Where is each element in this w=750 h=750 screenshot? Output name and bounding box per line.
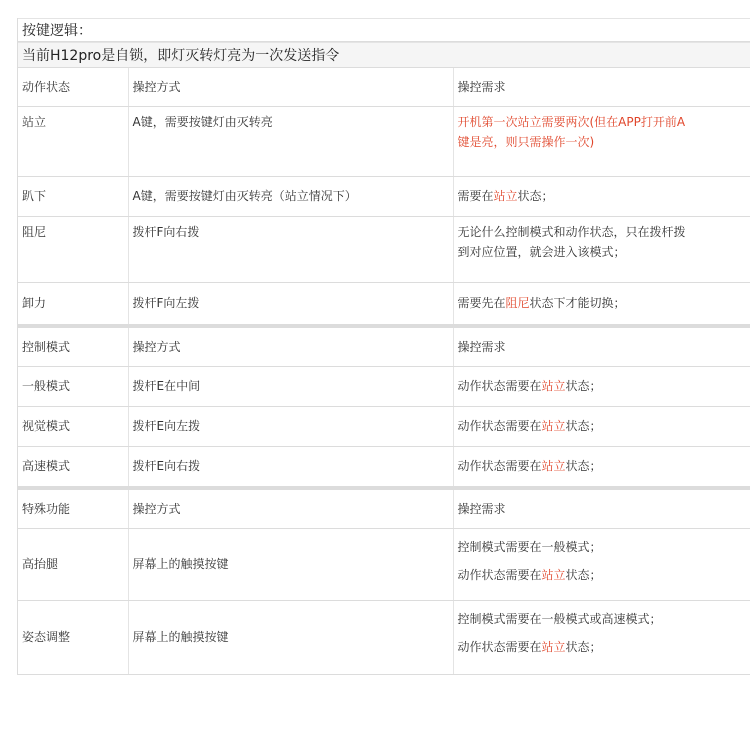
section-header-row bbox=[18, 326, 750, 366]
row-requirement bbox=[453, 106, 750, 176]
row-name: 卸力 bbox=[18, 282, 128, 324]
row-requirement bbox=[453, 282, 750, 324]
row-requirement bbox=[453, 600, 750, 674]
document-sheet bbox=[17, 18, 750, 675]
requirement-highlight: 站立 bbox=[541, 379, 566, 393]
section-header-row bbox=[18, 68, 750, 106]
header-cell: 操控需求 bbox=[453, 326, 750, 366]
row-name: 一般模式 bbox=[18, 366, 128, 406]
requirement-suffix: 状态下才能切换； bbox=[529, 296, 626, 310]
row-method: A键，需要按键灯由灭转亮 bbox=[128, 106, 453, 176]
requirement-highlight: 站立 bbox=[541, 639, 566, 654]
doc-subtitle: 当前H12pro是自锁，即灯灭转灯亮为一次发送指令 bbox=[18, 42, 750, 68]
requirement-suffix: 状态； bbox=[565, 459, 602, 473]
requirement-prefix: 需要在 bbox=[457, 189, 494, 203]
header-cell: 操控方式 bbox=[128, 488, 453, 528]
requirement-line bbox=[458, 637, 750, 657]
requirement-line: 控制模式需要在一般模式； bbox=[457, 539, 602, 554]
logic-table bbox=[18, 68, 750, 675]
row-requirement bbox=[453, 176, 750, 216]
row-name: 站立 bbox=[18, 106, 128, 176]
header-cell: 操控方式 bbox=[128, 68, 453, 106]
header-cell: 控制模式 bbox=[18, 326, 128, 366]
table-row bbox=[18, 528, 750, 600]
requirement-prefix: 动作状态需要在 bbox=[457, 639, 542, 654]
row-method: 屏幕上的触摸按键 bbox=[128, 600, 453, 674]
requirement-suffix: 状态； bbox=[565, 567, 602, 582]
table-row bbox=[18, 216, 750, 282]
requirement-highlight: 站立 bbox=[541, 459, 566, 473]
requirement-highlight: 阻尼 bbox=[505, 296, 530, 310]
row-name: 阻尼 bbox=[18, 216, 128, 282]
row-name: 高速模式 bbox=[18, 446, 128, 486]
header-cell: 动作状态 bbox=[18, 68, 128, 106]
requirement-suffix: 状态； bbox=[517, 189, 554, 203]
row-name: 高抬腿 bbox=[18, 528, 128, 600]
requirement-line: 无论什么控制模式和动作状态，只在拨杆拨 bbox=[457, 224, 686, 239]
requirement-line: 到对应位置，就会进入该模式； bbox=[457, 244, 626, 259]
row-method: A键，需要按键灯由灭转亮（站立情况下） bbox=[128, 176, 453, 216]
requirement-prefix: 动作状态需要在 bbox=[457, 567, 542, 582]
row-method: 拨杆E向左拨 bbox=[128, 406, 453, 446]
header-cell: 操控方式 bbox=[128, 326, 453, 366]
table-row bbox=[18, 446, 750, 486]
row-method: 拨杆E向右拨 bbox=[128, 446, 453, 486]
table-row bbox=[18, 282, 750, 324]
requirement-suffix: 状态； bbox=[565, 419, 602, 433]
row-method: 屏幕上的触摸按键 bbox=[128, 528, 453, 600]
requirement-highlight: 站立 bbox=[493, 189, 518, 203]
table-row bbox=[18, 366, 750, 406]
row-requirement bbox=[453, 216, 750, 282]
table-row bbox=[18, 406, 750, 446]
row-name: 趴下 bbox=[18, 176, 128, 216]
header-cell: 操控需求 bbox=[453, 488, 750, 528]
requirement-suffix: 状态； bbox=[565, 379, 602, 393]
requirement-line bbox=[458, 565, 750, 585]
header-cell: 特殊功能 bbox=[18, 488, 128, 528]
header-cell: 操控需求 bbox=[453, 68, 750, 106]
doc-title: 按键逻辑： bbox=[18, 18, 750, 42]
requirement-line: 键是亮，则只需操作一次) bbox=[457, 134, 595, 149]
requirement-line: 开机第一次站立需要两次(但在APP打开前A bbox=[457, 114, 686, 129]
requirement-suffix: 状态； bbox=[565, 639, 602, 654]
requirement-highlight: 站立 bbox=[541, 419, 566, 433]
requirement-prefix: 动作状态需要在 bbox=[457, 419, 542, 433]
requirement-prefix: 需要先在 bbox=[457, 296, 506, 310]
table-row bbox=[18, 106, 750, 176]
requirement-prefix: 动作状态需要在 bbox=[457, 379, 542, 393]
section-header-row bbox=[18, 488, 750, 528]
requirement-prefix: 动作状态需要在 bbox=[457, 459, 542, 473]
table-row bbox=[18, 176, 750, 216]
table-row bbox=[18, 600, 750, 674]
row-name: 姿态调整 bbox=[18, 600, 128, 674]
row-requirement bbox=[453, 406, 750, 446]
row-method: 拨杆F向左拨 bbox=[128, 282, 453, 324]
requirement-highlight: 站立 bbox=[541, 567, 566, 582]
row-requirement bbox=[453, 446, 750, 486]
row-name: 视觉模式 bbox=[18, 406, 128, 446]
row-requirement bbox=[453, 366, 750, 406]
requirement-line: 控制模式需要在一般模式或高速模式； bbox=[457, 611, 662, 626]
row-method: 拨杆E在中间 bbox=[128, 366, 453, 406]
row-requirement bbox=[453, 528, 750, 600]
row-method: 拨杆F向右拨 bbox=[128, 216, 453, 282]
